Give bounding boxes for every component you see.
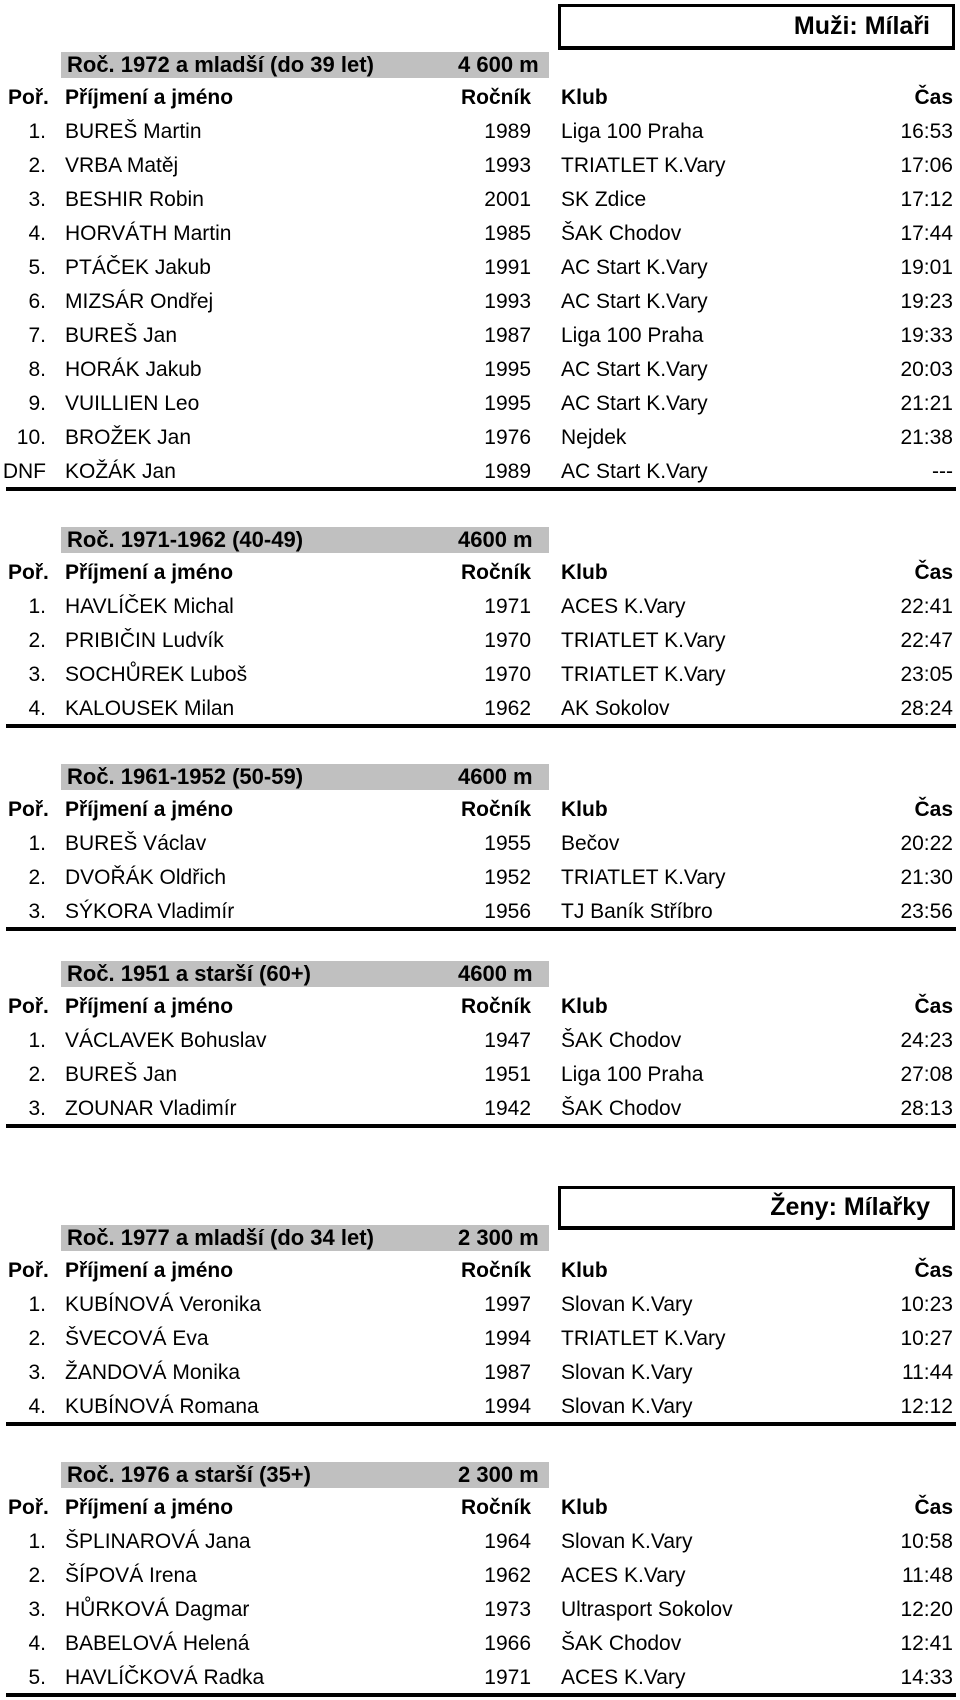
club-name: TRIATLET K.Vary xyxy=(561,663,726,686)
col-name-header: Příjmení a jméno xyxy=(65,86,234,109)
col-year-header: Ročník xyxy=(460,1496,531,1519)
col-club-header: Klub xyxy=(561,561,608,584)
birth-year: 1951 xyxy=(484,1063,531,1086)
result-rank: 1. xyxy=(28,1530,46,1553)
club-name: TRIATLET K.Vary xyxy=(561,629,726,652)
result-row xyxy=(0,1593,960,1627)
result-row xyxy=(0,353,960,387)
athlete-name: PRIBIČIN Ludvík xyxy=(65,629,224,652)
result-rank: 1. xyxy=(28,832,46,855)
birth-year: 1995 xyxy=(484,392,531,415)
col-name-header: Příjmení a jméno xyxy=(65,995,234,1018)
finish-time: 17:06 xyxy=(900,154,953,177)
athlete-name: HŮRKOVÁ Dagmar xyxy=(65,1598,250,1621)
result-row xyxy=(0,1661,960,1695)
birth-year: 1997 xyxy=(484,1293,531,1316)
result-row xyxy=(0,1058,960,1092)
result-rank: 6. xyxy=(28,290,46,313)
result-row xyxy=(0,285,960,319)
table-bottom-rule xyxy=(6,1422,956,1426)
col-year-header: Ročník xyxy=(460,1259,531,1282)
finish-time: 22:47 xyxy=(900,629,953,652)
finish-time: 17:44 xyxy=(900,222,953,245)
col-rank-header: Poř. xyxy=(8,1259,49,1282)
birth-year: 1976 xyxy=(484,426,531,449)
category-title: Roč. 1972 a mladší (do 39 let) xyxy=(67,52,374,77)
finish-time: 19:33 xyxy=(900,324,953,347)
club-name: Ultrasport Sokolov xyxy=(561,1598,733,1621)
col-club-header: Klub xyxy=(561,995,608,1018)
birth-year: 1947 xyxy=(484,1029,531,1052)
birth-year: 1970 xyxy=(484,629,531,652)
result-rank: 2. xyxy=(28,154,46,177)
finish-time: 23:56 xyxy=(900,900,953,923)
result-row xyxy=(0,590,960,624)
birth-year: 1962 xyxy=(484,697,531,720)
club-name: TRIATLET K.Vary xyxy=(561,1327,726,1350)
finish-time: 19:23 xyxy=(900,290,953,313)
club-name: TJ Baník Stříbro xyxy=(561,900,713,923)
result-rank: 1. xyxy=(28,1029,46,1052)
result-rank: 8. xyxy=(28,358,46,381)
result-rank: 3. xyxy=(28,900,46,923)
athlete-name: SOCHŮREK Luboš xyxy=(65,663,248,686)
birth-year: 1991 xyxy=(484,256,531,279)
athlete-name: ŠÍPOVÁ Irena xyxy=(65,1564,197,1587)
result-row xyxy=(0,455,960,489)
result-row xyxy=(0,387,960,421)
table-bottom-rule xyxy=(6,1693,956,1697)
category-distance: 4600 m xyxy=(458,764,533,789)
section-title: Ženy: Mílařky xyxy=(558,1186,955,1230)
club-name: Slovan K.Vary xyxy=(561,1530,693,1553)
birth-year: 1942 xyxy=(484,1097,531,1120)
result-row xyxy=(0,1525,960,1559)
table-bottom-rule xyxy=(6,724,956,728)
athlete-name: VUILLIEN Leo xyxy=(65,392,200,415)
category-distance: 4 600 m xyxy=(458,52,539,77)
result-row xyxy=(0,692,960,726)
athlete-name: VÁCLAVEK Bohuslav xyxy=(65,1029,267,1052)
finish-time: 11:44 xyxy=(902,1361,953,1384)
result-rank: DNF xyxy=(2,460,46,483)
category-title: Roč. 1951 a starší (60+) xyxy=(67,961,311,986)
club-name: TRIATLET K.Vary xyxy=(561,866,726,889)
athlete-name: MIZSÁR Ondřej xyxy=(65,290,214,313)
club-name: AC Start K.Vary xyxy=(561,460,708,483)
result-rank: 10. xyxy=(16,426,46,449)
birth-year: 1994 xyxy=(484,1395,531,1418)
club-name: Nejdek xyxy=(561,426,627,449)
athlete-name: HAVLÍČKOVÁ Radka xyxy=(65,1666,265,1689)
category-distance: 4600 m xyxy=(458,527,533,552)
club-name: Slovan K.Vary xyxy=(561,1395,693,1418)
result-rank: 2. xyxy=(28,1063,46,1086)
category-distance: 2 300 m xyxy=(458,1462,539,1487)
athlete-name: HORVÁTH Martin xyxy=(65,222,232,245)
result-row xyxy=(0,319,960,353)
category-title: Roč. 1971-1962 (40-49) xyxy=(67,527,304,552)
col-club-header: Klub xyxy=(561,1496,608,1519)
result-rank: 1. xyxy=(28,595,46,618)
club-name: TRIATLET K.Vary xyxy=(561,154,726,177)
column-header-row xyxy=(0,1254,960,1288)
club-name: Liga 100 Praha xyxy=(561,120,704,143)
club-name: AK Sokolov xyxy=(561,697,670,720)
finish-time: 12:20 xyxy=(900,1598,953,1621)
finish-time: --- xyxy=(932,460,953,483)
finish-time: 16:53 xyxy=(900,120,953,143)
birth-year: 1985 xyxy=(484,222,531,245)
result-row xyxy=(0,1559,960,1593)
finish-time: 20:03 xyxy=(900,358,953,381)
athlete-name: BESHIR Robin xyxy=(65,188,204,211)
result-rank: 3. xyxy=(28,663,46,686)
athlete-name: KALOUSEK Milan xyxy=(65,697,235,720)
athlete-name: KUBÍNOVÁ Veronika xyxy=(65,1293,262,1316)
col-year-header: Ročník xyxy=(460,86,531,109)
birth-year: 1993 xyxy=(484,154,531,177)
birth-year: 1973 xyxy=(484,1598,531,1621)
finish-time: 11:48 xyxy=(902,1564,953,1587)
finish-time: 10:58 xyxy=(900,1530,953,1553)
athlete-name: BUREŠ Jan xyxy=(65,324,178,347)
club-name: ACES K.Vary xyxy=(561,1666,686,1689)
result-row xyxy=(0,1390,960,1424)
col-year-header: Ročník xyxy=(460,995,531,1018)
birth-year: 1952 xyxy=(484,866,531,889)
club-name: AC Start K.Vary xyxy=(561,392,708,415)
birth-year: 1966 xyxy=(484,1632,531,1655)
athlete-name: KOŽÁK Jan xyxy=(65,460,176,483)
club-name: ŠAK Chodov xyxy=(561,1632,682,1655)
category-title: Roč. 1976 a starší (35+) xyxy=(67,1462,311,1487)
result-rank: 2. xyxy=(28,629,46,652)
result-row xyxy=(0,1627,960,1661)
result-rank: 3. xyxy=(28,188,46,211)
result-rank: 4. xyxy=(28,697,46,720)
finish-time: 17:12 xyxy=(900,188,953,211)
birth-year: 2001 xyxy=(484,188,531,211)
result-rank: 3. xyxy=(28,1361,46,1384)
section-title: Muži: Mílaři xyxy=(558,4,955,50)
birth-year: 1955 xyxy=(484,832,531,855)
table-bottom-rule xyxy=(6,487,956,491)
birth-year: 1971 xyxy=(484,595,531,618)
finish-time: 10:23 xyxy=(900,1293,953,1316)
column-header-row xyxy=(0,793,960,827)
result-rank: 2. xyxy=(28,866,46,889)
result-row xyxy=(0,1288,960,1322)
col-rank-header: Poř. xyxy=(8,995,49,1018)
table-bottom-rule xyxy=(6,927,956,931)
club-name: AC Start K.Vary xyxy=(561,256,708,279)
club-name: AC Start K.Vary xyxy=(561,290,708,313)
col-year-header: Ročník xyxy=(460,561,531,584)
result-rank: 5. xyxy=(28,256,46,279)
col-time-header: Čas xyxy=(914,561,953,584)
result-row xyxy=(0,251,960,285)
result-rank: 2. xyxy=(28,1327,46,1350)
finish-time: 12:12 xyxy=(900,1395,953,1418)
result-row xyxy=(0,658,960,692)
result-rank: 4. xyxy=(28,222,46,245)
col-name-header: Příjmení a jméno xyxy=(65,1259,234,1282)
col-club-header: Klub xyxy=(561,1259,608,1282)
athlete-name: ZOUNAR Vladimír xyxy=(65,1097,237,1120)
result-rank: 7. xyxy=(28,324,46,347)
birth-year: 1964 xyxy=(484,1530,531,1553)
athlete-name: PTÁČEK Jakub xyxy=(65,256,211,279)
col-rank-header: Poř. xyxy=(8,561,49,584)
finish-time: 12:41 xyxy=(900,1632,953,1655)
club-name: Bečov xyxy=(561,832,620,855)
birth-year: 1989 xyxy=(484,460,531,483)
finish-time: 21:30 xyxy=(900,866,953,889)
athlete-name: ŽANDOVÁ Monika xyxy=(65,1361,241,1384)
result-rank: 9. xyxy=(28,392,46,415)
col-rank-header: Poř. xyxy=(8,86,49,109)
club-name: Liga 100 Praha xyxy=(561,324,704,347)
table-bottom-rule xyxy=(6,1124,956,1128)
finish-time: 14:33 xyxy=(900,1666,953,1689)
birth-year: 1987 xyxy=(484,324,531,347)
col-club-header: Klub xyxy=(561,86,608,109)
result-row xyxy=(0,1356,960,1390)
birth-year: 1995 xyxy=(484,358,531,381)
category-distance: 4600 m xyxy=(458,961,533,986)
athlete-name: HAVLÍČEK Michal xyxy=(65,595,234,618)
athlete-name: VRBA Matěj xyxy=(65,154,179,177)
col-year-header: Ročník xyxy=(460,798,531,821)
athlete-name: BUREŠ Jan xyxy=(65,1063,178,1086)
athlete-name: BUREŠ Václav xyxy=(65,832,207,855)
finish-time: 21:38 xyxy=(900,426,953,449)
athlete-name: DVOŘÁK Oldřich xyxy=(65,866,227,889)
col-time-header: Čas xyxy=(914,1496,953,1519)
result-row xyxy=(0,217,960,251)
finish-time: 23:05 xyxy=(900,663,953,686)
result-row xyxy=(0,183,960,217)
athlete-name: ŠVECOVÁ Eva xyxy=(65,1327,209,1350)
result-rank: 3. xyxy=(28,1097,46,1120)
birth-year: 1994 xyxy=(484,1327,531,1350)
result-rank: 1. xyxy=(28,120,46,143)
birth-year: 1971 xyxy=(484,1666,531,1689)
result-rank: 4. xyxy=(28,1395,46,1418)
finish-time: 21:21 xyxy=(900,392,953,415)
birth-year: 1989 xyxy=(484,120,531,143)
result-row xyxy=(0,115,960,149)
athlete-name: BROŽEK Jan xyxy=(65,426,192,449)
club-name: Slovan K.Vary xyxy=(561,1293,693,1316)
finish-time: 27:08 xyxy=(900,1063,953,1086)
club-name: Slovan K.Vary xyxy=(561,1361,693,1384)
athlete-name: BABELOVÁ Helená xyxy=(65,1632,250,1655)
birth-year: 1987 xyxy=(484,1361,531,1384)
col-rank-header: Poř. xyxy=(8,798,49,821)
result-rank: 4. xyxy=(28,1632,46,1655)
result-rank: 1. xyxy=(28,1293,46,1316)
club-name: ACES K.Vary xyxy=(561,1564,686,1587)
category-distance: 2 300 m xyxy=(458,1225,539,1250)
club-name: SK Zdice xyxy=(561,188,647,211)
col-name-header: Příjmení a jméno xyxy=(65,798,234,821)
col-rank-header: Poř. xyxy=(8,1496,49,1519)
category-title: Roč. 1961-1952 (50-59) xyxy=(67,764,304,789)
result-row xyxy=(0,1092,960,1126)
finish-time: 22:41 xyxy=(900,595,953,618)
birth-year: 1956 xyxy=(484,900,531,923)
finish-time: 10:27 xyxy=(900,1327,953,1350)
athlete-name: KUBÍNOVÁ Romana xyxy=(65,1395,259,1418)
club-name: ŠAK Chodov xyxy=(561,222,682,245)
finish-time: 24:23 xyxy=(900,1029,953,1052)
result-row xyxy=(0,895,960,929)
col-time-header: Čas xyxy=(914,798,953,821)
result-row xyxy=(0,624,960,658)
athlete-name: SÝKORA Vladimír xyxy=(65,900,235,923)
col-name-header: Příjmení a jméno xyxy=(65,1496,234,1519)
column-header-row xyxy=(0,990,960,1024)
athlete-name: ŠPLINAROVÁ Jana xyxy=(65,1530,251,1553)
result-row xyxy=(0,1322,960,1356)
result-row xyxy=(0,149,960,183)
col-time-header: Čas xyxy=(914,1259,953,1282)
result-row xyxy=(0,421,960,455)
club-name: AC Start K.Vary xyxy=(561,358,708,381)
result-rank: 2. xyxy=(28,1564,46,1587)
club-name: ŠAK Chodov xyxy=(561,1097,682,1120)
result-row xyxy=(0,861,960,895)
column-header-row xyxy=(0,81,960,115)
result-row xyxy=(0,1024,960,1058)
birth-year: 1993 xyxy=(484,290,531,313)
result-rank: 5. xyxy=(28,1666,46,1689)
column-header-row xyxy=(0,1491,960,1525)
finish-time: 20:22 xyxy=(900,832,953,855)
athlete-name: HORÁK Jakub xyxy=(65,358,202,381)
finish-time: 28:13 xyxy=(900,1097,953,1120)
birth-year: 1962 xyxy=(484,1564,531,1587)
col-name-header: Příjmení a jméno xyxy=(65,561,234,584)
result-row xyxy=(0,827,960,861)
finish-time: 28:24 xyxy=(900,697,953,720)
result-rank: 3. xyxy=(28,1598,46,1621)
birth-year: 1970 xyxy=(484,663,531,686)
club-name: ŠAK Chodov xyxy=(561,1029,682,1052)
category-title: Roč. 1977 a mladší (do 34 let) xyxy=(67,1225,374,1250)
col-time-header: Čas xyxy=(914,86,953,109)
col-club-header: Klub xyxy=(561,798,608,821)
col-time-header: Čas xyxy=(914,995,953,1018)
finish-time: 19:01 xyxy=(900,256,953,279)
column-header-row xyxy=(0,556,960,590)
club-name: Liga 100 Praha xyxy=(561,1063,704,1086)
club-name: ACES K.Vary xyxy=(561,595,686,618)
athlete-name: BUREŠ Martin xyxy=(65,120,202,143)
